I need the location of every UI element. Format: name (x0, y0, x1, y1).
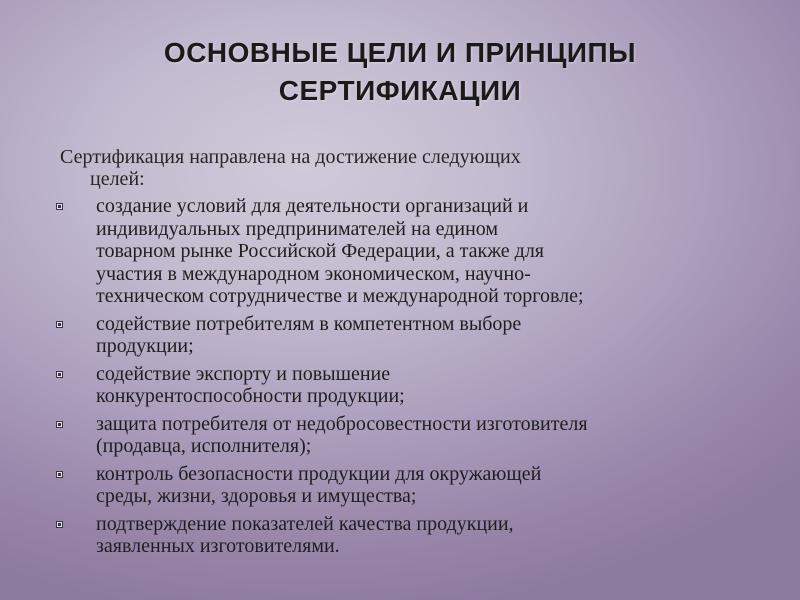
square-bullet-icon (56, 203, 63, 210)
goal-text-line: среды, жизни, здоровья и имущества; (96, 485, 417, 507)
goal-text-line: заявленных изготовителями. (96, 535, 340, 557)
goals-list (52, 195, 762, 558)
intro-paragraph (60, 146, 762, 190)
goal-text-line: создание условий для деятельности организаций и (96, 195, 529, 217)
goal-text-line: конкурентоспособности продукции; (96, 385, 405, 407)
intro-line-1: Сертификация направлена на достижение следующих (60, 146, 521, 168)
goal-item (52, 313, 762, 358)
goal-text-line: подтверждение показателей качества продукции, (96, 512, 514, 535)
goal-text-line: участия в международном экономическом, научно- (96, 262, 531, 285)
square-bullet-icon (56, 471, 63, 478)
slide-title (100, 34, 700, 110)
goal-text-line: содействие экспорту и повышение (96, 362, 391, 385)
slide-title-line-2: СЕРТИФИКАЦИИ (278, 75, 522, 106)
slide-title-line-1: ОСНОВНЫЕ ЦЕЛИ И ПРИНЦИПЫ (163, 37, 637, 68)
goal-text-line: содействие потребителям в компетентном выборе (96, 312, 522, 335)
goal-text-line: индивидуальных предпринимателей на едином (96, 217, 499, 240)
slide-content (52, 146, 762, 558)
goal-item (52, 463, 762, 508)
goal-text-line: товарном рынке Российской Федерации, а также для (96, 240, 545, 262)
square-bullet-icon (56, 371, 63, 378)
square-bullet-icon (56, 421, 63, 428)
goal-text-line: контроль безопасности продукции для окружающей (96, 462, 542, 485)
goal-item (52, 363, 762, 408)
intro-line-2: целей: (90, 168, 145, 190)
goal-item (52, 413, 762, 458)
goal-text-line: техническом сотрудничестве и международной торговле; (96, 285, 584, 307)
goal-text-line: (продавца, исполнителя); (96, 435, 312, 457)
goal-text-line: продукции; (96, 335, 194, 357)
goal-item (52, 513, 762, 558)
square-bullet-icon (56, 521, 63, 528)
goal-text-line: защита потребителя от недобросовестности изготовителя (96, 412, 588, 435)
goal-item (52, 195, 762, 308)
square-bullet-icon (56, 321, 63, 328)
